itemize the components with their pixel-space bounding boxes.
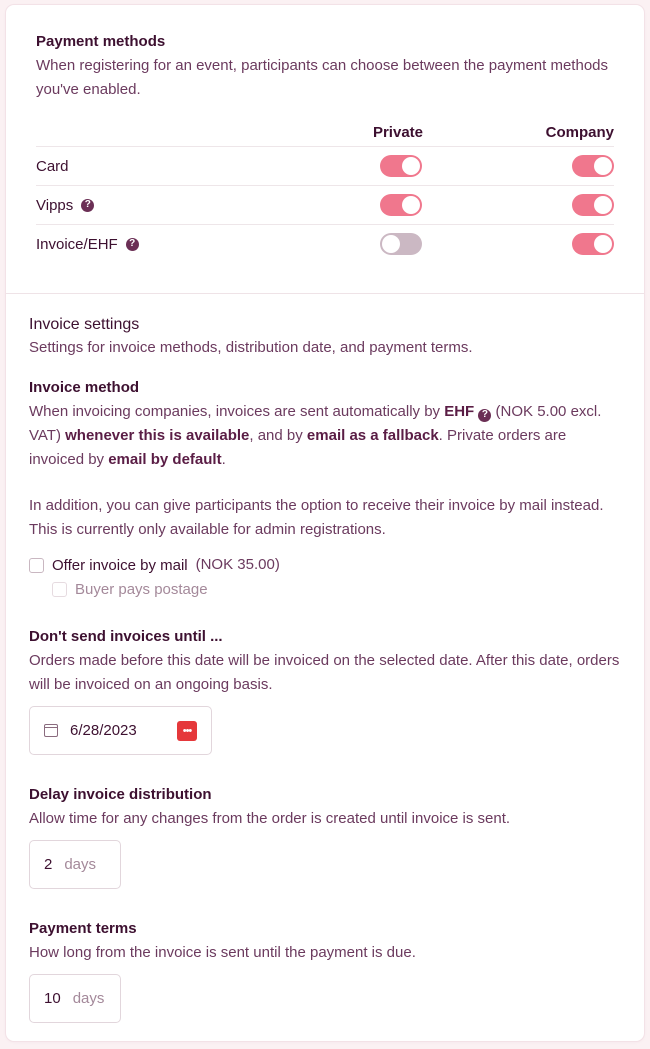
payment-row-label [36,236,139,253]
payment-terms-title: Payment terms [29,920,137,937]
payment-terms-input[interactable] [29,974,121,1023]
vipps-private-toggle[interactable] [380,194,422,216]
invoice-method-text-part: , and by [249,427,307,444]
payment-terms-unit: days [72,990,105,1007]
toggle-knob [382,235,400,253]
column-private: Private [372,123,424,141]
invoice-ehf-private-toggle[interactable] [380,233,422,255]
buyer-pays-checkbox[interactable] [52,582,67,597]
delay-description: Allow time for any changes from the order is created until invoice is sent. [29,810,511,827]
invoice-settings-title: Invoice settings [29,316,140,333]
invoice-method-title: Invoice method [29,379,140,396]
invoice-ehf-label: Invoice/EHF [36,235,118,253]
offer-mail-label: Offer invoice by mail [52,556,188,574]
offer-mail-checkbox[interactable] [29,558,44,573]
toggle-knob [594,235,612,253]
payment-methods-section [6,5,644,294]
help-icon[interactable]: ? [81,199,94,212]
delay-days-value: 2 [44,856,53,873]
dont-send-description: Orders made before this date will be invoiced on the selected date. After this date, orders will be invoiced on an ongoing basis. [29,652,620,693]
invoice-method-text-part: . Private orders are invoiced by [29,427,567,468]
payment-terms-description: How long from the invoice is sent until the payment is due. [29,944,416,961]
extension-icon[interactable]: ••• [177,721,197,741]
toggle-knob [402,196,420,214]
help-icon[interactable]: ? [126,238,139,251]
invoice-method-bold: email as a fallback [306,427,439,444]
date-input[interactable] [29,706,212,755]
invoice-method-bold: email by default [108,451,222,468]
payment-methods-description: When registering for an event, participants can choose between the payment methods you've enabled. [36,57,608,98]
vipps-label: Vipps [36,196,74,214]
invoice-settings-section [6,314,644,1023]
payment-methods-title: Payment methods [36,33,166,50]
ehf-label: EHF [444,403,475,420]
payment-row-label [36,158,69,175]
toggle-knob [594,157,612,175]
vipps-company-toggle[interactable] [572,194,614,216]
invoice-settings-description: Settings for invoice methods, distribution date, and payment terms. [29,339,473,356]
calendar-icon [44,724,58,737]
delay-days-input[interactable] [29,840,121,889]
buyer-pays-label: Buyer pays postage [75,580,208,598]
invoice-method-text [29,400,621,472]
help-icon[interactable]: ? [478,409,491,422]
invoice-ehf-company-toggle[interactable] [572,233,614,255]
payment-row-vipps [36,185,614,224]
date-value: 6/28/2023 [70,722,137,739]
delay-title: Delay invoice distribution [29,786,212,803]
invoice-method-bold: whenever this is available [65,427,250,444]
invoice-method-text-part: . [221,451,226,468]
payment-row-card [36,146,614,185]
toggle-knob [402,157,420,175]
offer-mail-row[interactable] [29,553,621,577]
invoice-method-text-part: (NOK 5.00 excl. VAT) [29,403,602,444]
toggle-knob [594,196,612,214]
payment-row-invoice-ehf [36,224,614,263]
payment-settings-card [6,5,644,1041]
delay-days-unit: days [64,856,97,873]
dont-send-title: Don't send invoices until ... [29,628,223,645]
invoice-method-paragraph-2: In addition, you can give participants the option to receive their invoice by mail instead. This is currently only available for admin registrations. [29,497,604,538]
invoice-method-text-part: When invoicing companies, invoices are sent automatically by [29,403,445,420]
payment-methods-header [36,118,614,146]
buyer-pays-row[interactable] [52,577,621,601]
offer-mail-price: (NOK 35.00) [195,556,280,573]
payment-terms-value: 10 [44,990,61,1007]
card-company-toggle[interactable] [572,155,614,177]
card-label: Card [36,157,69,175]
card-private-toggle[interactable] [380,155,422,177]
column-company: Company [545,123,614,141]
payment-row-label [36,197,94,214]
